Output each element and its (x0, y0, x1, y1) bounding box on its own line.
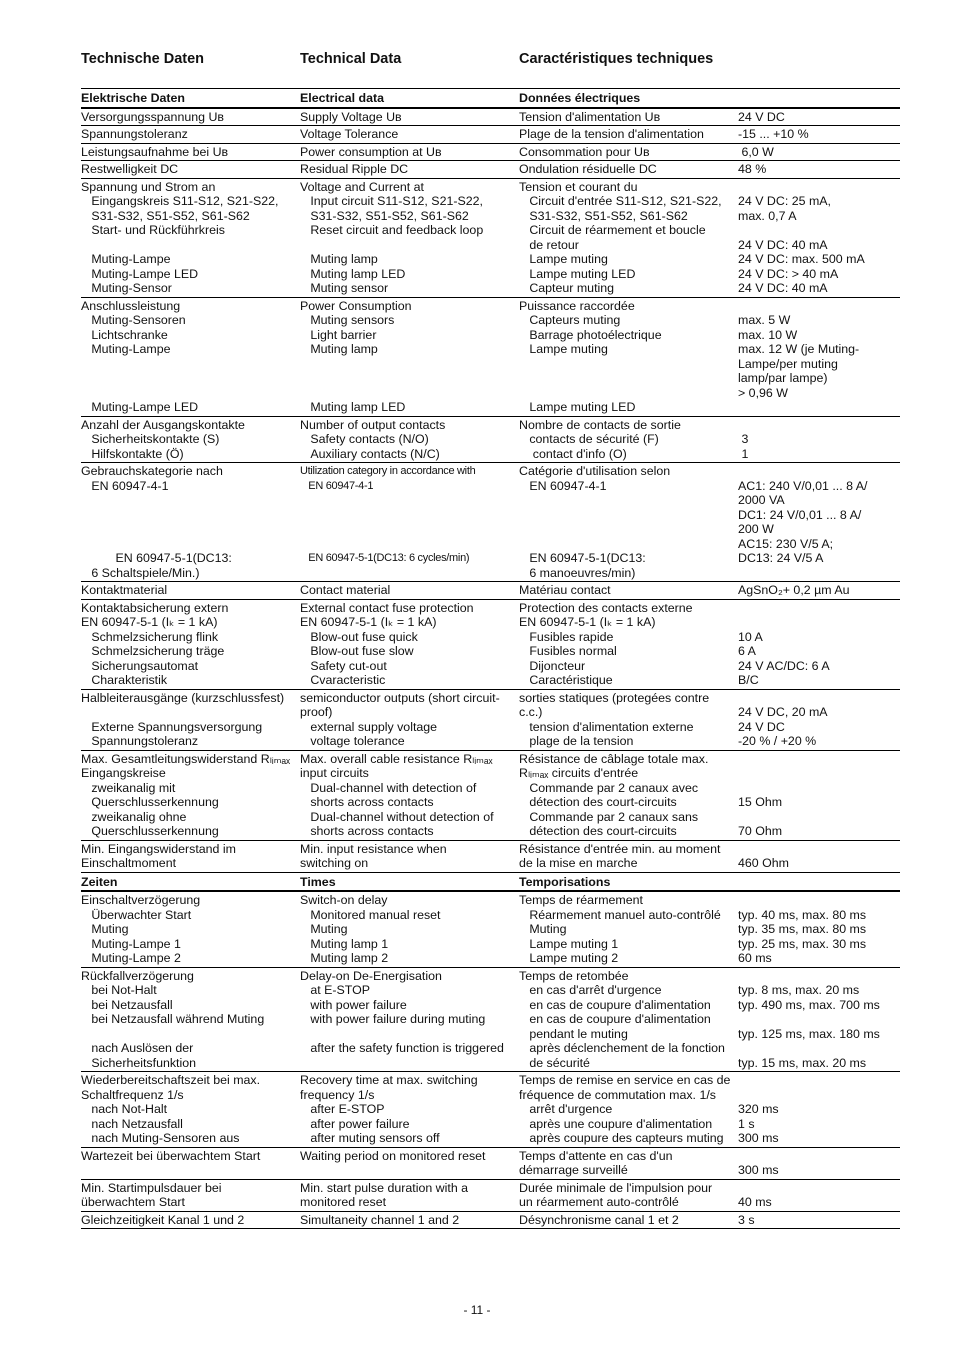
cell-german: Restwelligkeit DC (81, 162, 179, 176)
cell-french: Données électriques (519, 91, 641, 105)
cell-value: 300 ms (738, 1163, 779, 1177)
cell-german: Kontaktmaterial (81, 583, 168, 597)
cell-french: Plage de la tension d'alimentation (519, 127, 704, 141)
table-row (81, 968, 900, 1073)
cell-english: Recovery time at max. switching frequency 1/s after E-STOP after power failure after muting sensors off (300, 1073, 478, 1145)
cell-value: 15 Ohm 70 Ohm (738, 795, 783, 838)
cell-english: Contact material (300, 583, 391, 597)
cell-french: Résistance de câblage totale max. Rₗᵢₘₐₓ circuits d'entrée Commande par 2 canaux avec détection des court-circuits Commande par 2 canaux sans détection des court-circuits (519, 751, 709, 838)
table-row (81, 298, 900, 417)
cell-value: 3 s (738, 1212, 755, 1227)
table-row (81, 1212, 900, 1230)
cell-english: Supply Voltage Uʙ (300, 109, 402, 124)
cell-french: Temps de remise en service en cas de fréquence de commutation max. 1/s arrêt d'urgence après une coupure d'alimentation après coupure des capteurs muting (519, 1073, 731, 1145)
heading-german: Technische Daten (81, 51, 205, 67)
cell-english: Power Consumption Muting sensors Light barrier Muting lamp Muting lamp LED (300, 298, 412, 414)
cell-german: Gleichzeitigkeit Kanal 1 und 2 (81, 1212, 245, 1227)
cell-value: typ. 8 ms, max. 20 ms typ. 490 ms, max. 700 ms typ. 125 ms, max. 180 ms typ. 15 ms, max. 20 ms (738, 983, 880, 1070)
cell-english: Simultaneity channel 1 and 2 (300, 1212, 460, 1227)
cell-value: 3 1 (741, 432, 749, 461)
cell-german: Versorgungsspannung Uʙ (81, 109, 224, 124)
table-row (81, 1148, 900, 1180)
cell-english: Waiting period on monitored reset (300, 1148, 486, 1163)
heading-english: Technical Data (300, 51, 402, 67)
cell-french: Tension et courant du Circuit d'entrée S11-S12, S21-S22, S31-S32, S51-S52, S61-S62 Circuit de réarmement et boucle de retour Lampe muting Lampe muting LED Capteur muting (519, 179, 722, 295)
cell-german: Kontaktabsicherung extern EN 60947-5-1 (Iₖ = 1 kA) Schmelzsicherung flink Schmelzsicherung träge Sicherungsautomat Charakteristik (81, 600, 229, 687)
table-row (81, 179, 900, 298)
heading-french: Caractéristiques techniques (519, 51, 714, 67)
cell-english: semiconductor outputs (short circuit- proof) external supply voltage voltage tolerance (300, 690, 500, 748)
cell-french: Protection des contacts externe EN 60947-5-1 (Iₖ = 1 kA) Fusibles rapide Fusibles normal Dijoncteur Caractéristique (519, 600, 693, 687)
cell-value: typ. 40 ms, max. 80 ms typ. 35 ms, max. 80 ms typ. 25 ms, max. 30 ms 60 ms (738, 907, 867, 965)
cell-german: Min. Eingangswiderstand im Einschaltmoment (81, 841, 236, 870)
cell-value: 10 A 6 A 24 V AC/DC: 6 A B/C (738, 629, 830, 687)
cell-english: External contact fuse protection EN 60947-5-1 (Iₖ = 1 kA) Blow-out fuse quick Blow-out fuse slow Safety cut-out Cvaracteristic (300, 600, 474, 687)
cell-french: Tension d'alimentation Uʙ (519, 109, 661, 124)
cell-english: Times (300, 874, 336, 889)
cell-german: Leistungsaufnahme bei Uʙ (81, 144, 229, 159)
cell-french: Durée minimale de l'impulsion pour un réarmement auto-contrôlé (519, 1180, 713, 1209)
cell-french: sorties statiques (protegées contre c.c.) tension d'alimentation externe plage de la tension (519, 690, 710, 748)
table-row (81, 144, 900, 162)
cell-german: Anschlussleistung Muting-Sensoren Lichtschranke Muting-Lampe Muting-Lampe LED (81, 298, 199, 414)
technical-data-table (81, 88, 900, 1229)
table-row (81, 1072, 900, 1148)
cell-french: Désynchronisme canal 1 et 2 (519, 1212, 679, 1227)
cell-french: Ondulation résiduelle DC (519, 162, 657, 176)
cell-german: Elektrische Daten (81, 91, 185, 105)
section-header-row (81, 89, 900, 108)
cell-german: Rückfallverzögerung bei Not-Halt bei Netzausfall bei Netzausfall während Muting nach Auslösen der Sicherheitsfunktion (81, 968, 265, 1070)
cell-value: 24 V DC: 25 mA, max. 0,7 A 24 V DC: 40 mA 24 V DC: max. 500 mA 24 V DC: > 40 mA 24 V DC: 40 mA (738, 194, 865, 295)
cell-german: Halbleiterausgänge (kurzschlussfest) Externe Spannungsversorgung Spannungstoleranz (81, 690, 285, 748)
cell-value: 24 V DC (738, 109, 785, 124)
cell-french: Temps de réarmement Réarmement manuel auto-contrôlé Muting Lampe muting 1 Lampe muting 2 (519, 893, 721, 965)
cell-value: AgSnO₂+ 0,2 µm Au (738, 583, 850, 597)
table-row (81, 417, 900, 464)
table-row (81, 841, 900, 873)
cell-german: Min. Startimpulsdauer bei überwachtem Start (81, 1180, 222, 1209)
table-row (81, 600, 900, 690)
cell-value: 460 Ohm (738, 856, 789, 870)
cell-value: AC1: 240 V/0,01 ... 8 A/ 2000 VA DC1: 24 V/0,01 ... 8 A/ 200 W AC15: 230 V/5 A; DC13: 24 V/5 A (738, 478, 868, 565)
cell-french: Temps d'attente en cas d'un démarrage surveillé (519, 1148, 673, 1177)
cell-value (738, 90, 900, 106)
table-row (81, 582, 900, 600)
cell-french: Puissance raccordée Capteurs muting Barrage photoélectrique Lampe muting Lampe muting LED (519, 298, 662, 414)
cell-value: 320 ms 1 s 300 ms (738, 1102, 779, 1145)
cell-english: Switch-on delay Monitored manual reset Muting Muting lamp 1 Muting lamp 2 (300, 893, 441, 965)
cell-german: Max. Gesamtleitungswiderstand Rₗᵢₘₐₓ Eingangskreise zweikanalig mit Querschlusserkennung zweikanalig ohne Querschlusserkennung (81, 751, 291, 838)
table-row (81, 891, 900, 968)
cell-english: Voltage Tolerance (300, 127, 399, 141)
cell-english: Utilization category in accordance with EN 60947-4-1 EN 60947-5-1(DC13: 6 cycles/min) (300, 465, 476, 564)
cell-english: Delay-on De-Energisation at E-STOP with power failure with power failure during muting after the safety function is triggered (300, 968, 504, 1055)
cell-german: Wiederbereitschaftszeit bei max. Schaltfrequenz 1/s nach Not-Halt nach Netzausfall nach Muting-Sensoren aus (81, 1073, 261, 1145)
cell-value: 40 ms (738, 1195, 772, 1209)
table-row (81, 463, 900, 582)
cell-german: Spannung und Strom an Eingangskreis S11-S12, S21-S22, S31-S32, S51-S52, S61-S62 Start- und Rückführkreis Muting-Lampe Muting-Lampe LED Muting-Sensor (81, 179, 279, 295)
cell-french: Nombre de contacts de sortie contacts de sécurité (F) contact d'info (O) (519, 417, 681, 461)
cell-french: Catégorie d'utilisation selon EN 60947-4-1 EN 60947-5-1(DC13: 6 manoeuvres/min) (519, 464, 671, 580)
cell-english: Voltage and Current at Input circuit S11-S12, S21-S22, S31-S32, S51-S52, S61-S62 Reset circuit and feedback loop Muting lamp Muting lamp LED Muting sensor (300, 179, 484, 295)
cell-french: Consommation pour Uʙ (519, 144, 650, 159)
cell-english: Min. input resistance when switching on (300, 841, 447, 870)
cell-french: Temporisations (519, 874, 611, 889)
cell-english: Min. start pulse duration with a monitored reset (300, 1180, 469, 1209)
page-number: - 11 - (463, 1303, 491, 1317)
cell-english: Power consumption at Uʙ (300, 144, 442, 159)
table-row (81, 1180, 900, 1212)
cell-english: Number of output contacts Safety contacts (N/O) Auxiliary contacts (N/C) (300, 417, 446, 461)
cell-english: Residual Ripple DC (300, 162, 409, 176)
cell-german: Wartezeit bei überwachtem Start (81, 1148, 261, 1163)
section-header-row (81, 873, 900, 892)
cell-value: 48 % (738, 162, 767, 176)
cell-german: Spannungstoleranz (81, 127, 188, 141)
cell-value: 6,0 W (738, 144, 774, 159)
table-row (81, 690, 900, 751)
cell-value: 24 V DC, 20 mA 24 V DC -20 % / +20 % (738, 705, 828, 748)
cell-value: -15 ... +10 % (738, 127, 809, 141)
cell-english: Max. overall cable resistance Rₗᵢₘₐₓ input circuits Dual-channel with detection of shorts across contacts Dual-channel without detection of shorts across contacts (300, 751, 494, 838)
cell-french: Matériau contact (519, 583, 611, 597)
table-row (81, 751, 900, 841)
cell-german: Zeiten (81, 874, 118, 889)
cell-german: Anzahl der Ausgangskontakte Sicherheitskontakte (S) Hilfskontakte (Ö) (81, 417, 245, 461)
cell-german: Gebrauchskategorie nach EN 60947-4-1 EN 60947-5-1(DC13: 6 Schaltspiele/Min.) (81, 464, 232, 580)
cell-value (738, 874, 900, 890)
cell-value: max. 5 W max. 10 W max. 12 W (je Muting- Lampe/per muting lamp/par lampe) > 0,96 W (738, 313, 860, 400)
cell-english: Electrical data (300, 91, 385, 105)
cell-german: Einschaltverzögerung Überwachter Start Muting Muting-Lampe 1 Muting-Lampe 2 (81, 893, 201, 965)
table-row (81, 108, 900, 127)
cell-french: Résistance d'entrée min. au moment de la mise en marche (519, 841, 721, 870)
cell-french: Temps de retombée en cas d'arrêt d'urgence en cas de coupure d'alimentation en cas de coupure d'alimentation pendant le muting après déclenchement de la fonction de sécurité (519, 968, 725, 1070)
table-row (81, 161, 900, 179)
table-row (81, 126, 900, 144)
